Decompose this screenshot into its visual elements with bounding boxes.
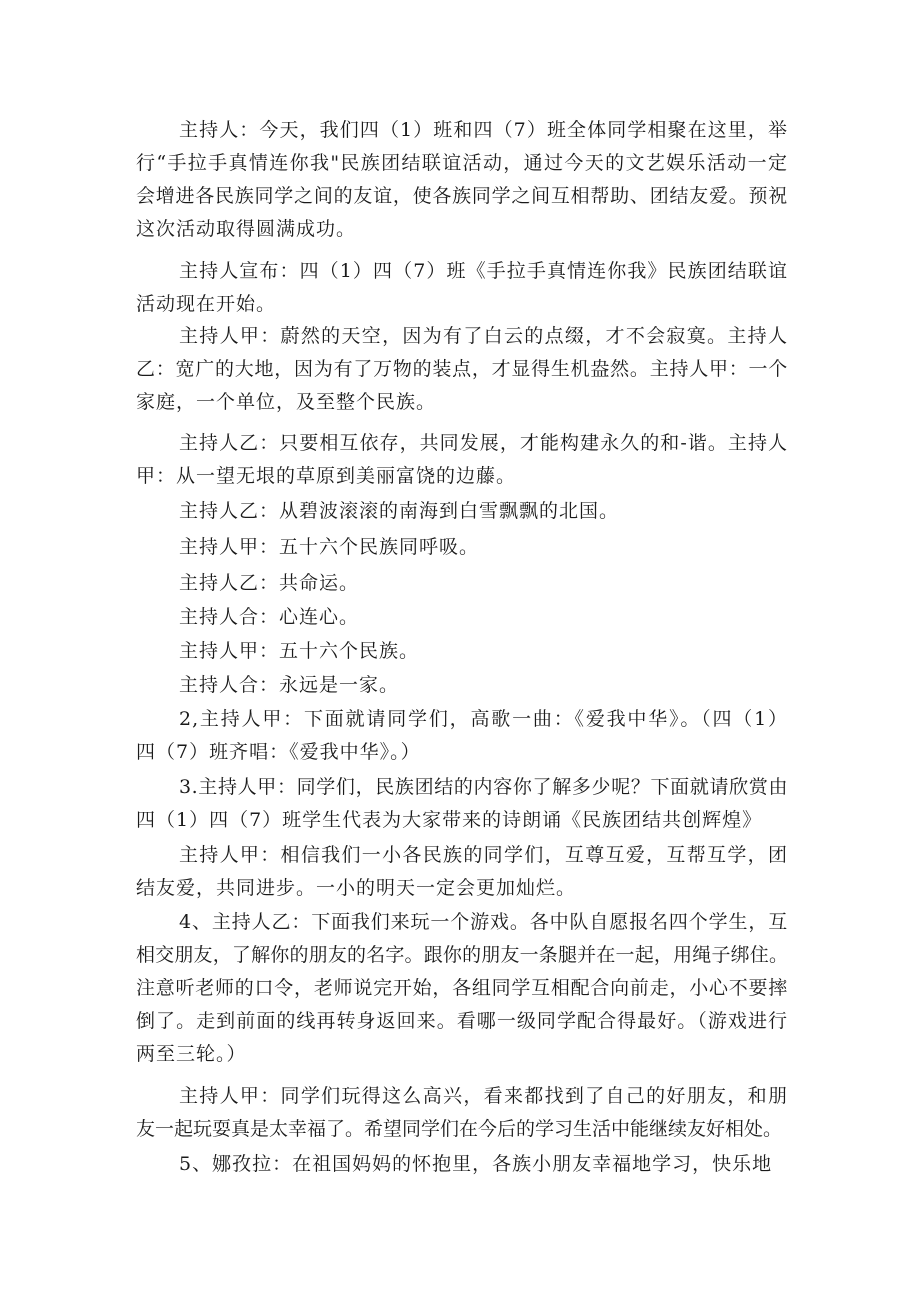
text-line: 四（1）四（7）班学生代表为大家带来的诗朗诵《民族团结共创辉煌》 xyxy=(136,809,763,831)
text-line: 主持人乙：从碧波滚滚的南海到白雪飘飘的北国。 xyxy=(179,500,620,522)
paragraph xyxy=(136,495,788,528)
paragraph xyxy=(136,771,788,837)
text-line: 主持人乙：共命运。 xyxy=(179,572,360,594)
paragraph xyxy=(136,839,788,905)
text-line: 行“手拉手真情连你我"民族团结联谊活动，通过今天的文艺娱乐活动一定 xyxy=(136,152,788,174)
paragraph xyxy=(136,567,788,600)
text-line: 甲：从一望无垠的草原到美丽富饶的边藤。 xyxy=(136,465,517,487)
text-line: 主持人甲：同学们玩得这么高兴，看来都找到了自己的好朋友，和朋 xyxy=(179,1085,788,1107)
paragraph xyxy=(136,531,788,564)
paragraph xyxy=(136,255,788,321)
text-line: 友一起玩耍真是太幸福了。希望同学们在今后的学习生活中能继续友好相处。 xyxy=(136,1118,783,1140)
text-line: 两至三轮。） xyxy=(136,1043,247,1065)
text-line: 结友爱，共同进步。一小的明天一定会更加灿烂。 xyxy=(136,877,577,899)
paragraph xyxy=(136,114,788,246)
paragraph xyxy=(136,601,788,634)
text-line: 2,主持人甲：下面就请同学们，高歌一曲：《爱我中华》。（四（1） xyxy=(179,708,788,730)
text-line: 注意听老师的口令，老师说完开始，各组同学互相配合向前走，小心不要摔 xyxy=(136,977,788,999)
paragraph xyxy=(136,906,788,1071)
text-line: 会增进各民族同学之间的友谊，使各族同学之间互相帮助、团结友爱。预祝 xyxy=(136,185,788,207)
paragraph xyxy=(136,427,788,493)
text-line: 主持人宣布：四（1）四（7）班《手拉手真情连你我》民族团结联谊 xyxy=(179,260,788,282)
text-line: 四（7）班齐唱：《爱我中华》。） xyxy=(136,741,421,763)
text-line: 5、娜孜拉：在祖国妈妈的怀抱里，各族小朋友幸福地学习，快乐地 xyxy=(179,1153,773,1175)
text-line: 乙：宽广的大地，因为有了万物的装点，才显得生机盎然。主持人甲：一个 xyxy=(136,358,788,380)
text-line: 主持人合：心连心。 xyxy=(179,606,360,628)
paragraph xyxy=(136,1148,788,1181)
text-line: 4、主持人乙：下面我们来玩一个游戏。各中队自愿报名四个学生，互 xyxy=(179,911,788,933)
text-line: 主持人：今天，我们四（1）班和四（7）班全体同学相聚在这里，举 xyxy=(179,119,788,141)
paragraph xyxy=(136,703,788,769)
text-line: 这次活动取得圆满成功。 xyxy=(136,218,357,240)
text-line: 主持人甲：相信我们一小各民族的同学们，互尊互爱，互帮互学，团 xyxy=(179,844,788,866)
text-line: 倒了。走到前面的线再转身返回来。看哪一级同学配合得最好。（游戏进行 xyxy=(136,1010,788,1032)
paragraph xyxy=(136,669,788,702)
text-line: 主持人甲：蔚然的天空，因为有了白云的点缀，才不会寂寞。主持人 xyxy=(179,325,788,347)
paragraph xyxy=(136,1080,788,1146)
text-line: 主持人合：永远是一家。 xyxy=(179,674,400,696)
text-line: 3.主持人甲：同学们，民族团结的内容你了解多少呢？下面就请欣赏由 xyxy=(179,776,788,798)
paragraph xyxy=(136,320,788,419)
text-line: 主持人乙：只要相互依存，共同发展，才能构建永久的和-谐。主持人 xyxy=(179,432,788,454)
text-line: 主持人甲：五十六个民族同呼吸。 xyxy=(179,536,480,558)
paragraph xyxy=(136,635,788,668)
text-line: 家庭，一个单位，及至整个民族。 xyxy=(136,391,437,413)
text-line: 相交朋友，了解你的朋友的名字。跟你的朋友一条腿并在一起，用绳子绑住。 xyxy=(136,944,788,966)
text-line: 活动现在开始。 xyxy=(136,293,277,315)
text-line: 主持人甲：五十六个民族。 xyxy=(179,640,420,662)
